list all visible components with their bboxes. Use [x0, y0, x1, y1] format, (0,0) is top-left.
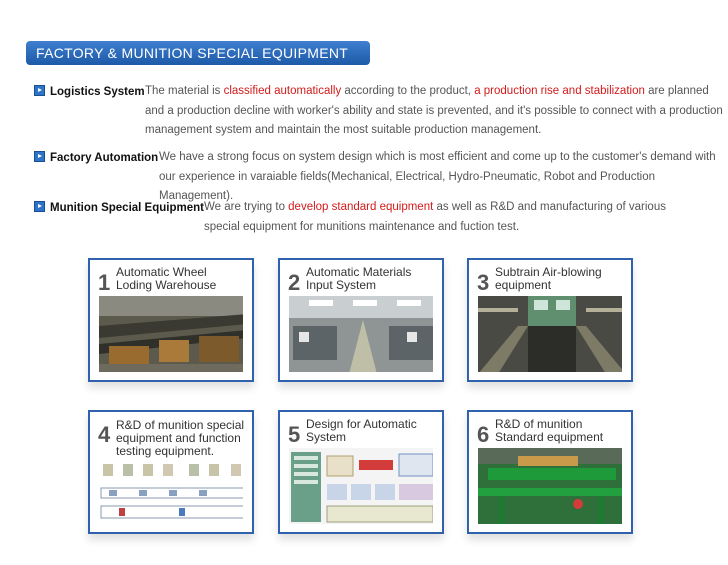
card-number: 6 — [477, 422, 490, 447]
subway-train-photo — [478, 296, 622, 372]
logistics-label-row — [34, 82, 145, 102]
green-equipment-photo — [478, 448, 622, 524]
card-title: Automatic Materials Input System — [306, 265, 412, 292]
card-number: 1 — [98, 270, 111, 295]
system-diagram-photo — [289, 448, 433, 524]
card-automatic-design[interactable] — [278, 410, 444, 534]
card-title: R&D of munition special equipment and function testing equipment. — [116, 418, 245, 458]
card-title: R&D of munition Standard equipment — [495, 417, 604, 444]
automation-label-row — [34, 148, 158, 168]
logistics-description: The material is classified automatically according to the product, a production rise and stabilization are planned and a production decline with worker's ability and state is prevented, and it's possible to connect with a production management system and maintain the most suitable production management. — [145, 85, 723, 136]
card-number: 3 — [477, 270, 490, 295]
factory-floor-photo — [289, 296, 433, 372]
automation-label: Factory Automation — [50, 152, 159, 164]
arrow-bullet-icon — [34, 151, 45, 162]
munition-label: Munition Special Equipment — [50, 202, 204, 214]
card-number: 5 — [288, 422, 301, 447]
card-air-blowing[interactable] — [467, 258, 633, 382]
automation-description: We have a strong focus on system design which is most efficient and come up to the customer's demand with our experience in varaiable fields(Mechanical, Electrical, Hydro-Pneumatic, Robot and Production Management). — [159, 151, 716, 202]
munition-description: We are trying to develop standard equipment as well as R&D and manufacturing of various special equipment for munitions maintenance and fuction test. — [204, 201, 666, 233]
card-munition-rd[interactable] — [88, 410, 254, 534]
card-title: Automatic Wheel Loding Warehouse — [116, 265, 217, 292]
card-materials-input[interactable] — [278, 258, 444, 382]
logistics-label: Logistics System — [50, 86, 145, 98]
munition-label-row — [34, 198, 204, 218]
warehouse-photo — [99, 296, 243, 372]
arrow-bullet-icon — [34, 85, 45, 96]
card-title: Design for Automatic System — [306, 417, 417, 444]
section-banner: FACTORY & MUNITION SPECIAL EQUIPMENT — [26, 41, 370, 65]
equipment-diagram-photo — [99, 462, 243, 524]
card-standard-equipment[interactable] — [467, 410, 633, 534]
arrow-bullet-icon — [34, 201, 45, 212]
card-title: Subtrain Air-blowing equipment — [495, 265, 602, 292]
card-number: 4 — [98, 422, 111, 447]
card-wheel-warehouse[interactable] — [88, 258, 254, 382]
card-number: 2 — [288, 270, 301, 295]
